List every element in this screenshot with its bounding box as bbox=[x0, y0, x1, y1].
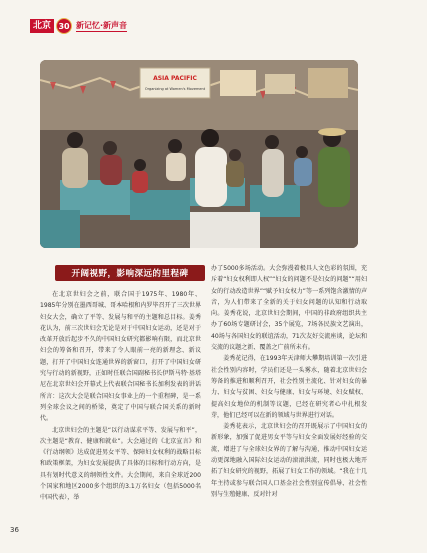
masthead bbox=[30, 18, 127, 34]
paragraph: 办了5000多场活动。大会弥漫着极具人文色彩的氛围，充斥着“妇女权利即人权”“妇女的问题不是妇女的问题”“用妇女的行动改造世界”“赋予妇女权力”等一系列饱含激情的声音，为人们带来了全新的关于妇女问题的认知和行动取向。姜秀花说，北京世妇会期间，中国的非政府组织共主办了60场专题研讨会，35个展览，7场各民族文艺演出，40场与各国妇女的联谊活动，71次友好交流座谈，论坛和交流的议题之新、覆盖之广前所未有。 bbox=[211, 265, 367, 352]
photo-sign-subtext: Organizing at Women's Movement bbox=[144, 87, 206, 91]
paragraph: 姜秀花记得，在1993年天津师大攀期培训第一次引进社会性别内容时，学员们还是一头雾水，随着北京世妇会筹备的推进和顺利召开，社会性别主流化、针对妇女的暴力、妇女与贫困、妇女与健康、妇女与环境、妇女赋权、提高妇女地位的机制等议题，已经在研究者心中扎根发芽，他们已经可以在新的领域与世界进行对话。 bbox=[211, 355, 367, 419]
text-column-right bbox=[211, 263, 367, 500]
masthead-subtitle: 新记忆·新声音 bbox=[76, 21, 128, 30]
page-number: 36 bbox=[10, 526, 19, 534]
section-heading bbox=[55, 265, 205, 281]
photo-sign-text: ASIA PACIFIC bbox=[153, 75, 197, 82]
section-heading-text: 开阔视野，影响深远的里程碑 bbox=[71, 269, 189, 279]
article-photo bbox=[40, 60, 358, 248]
text-column-left bbox=[40, 289, 201, 504]
photo-illustration bbox=[40, 60, 358, 248]
anniversary-badge: 30 bbox=[56, 18, 72, 34]
paragraph: 在北京世妇会之前，联合国于1975年、1980年、1985年分别在墨西哥城、哥本哈根和内罗毕召开了三次世界妇女大会，确立了平等、发展与和平的主题和总目标。姜秀花认为，前三次世妇会无论是对于中国妇女运动，还是对于改革开放后起步不久的中国妇女研究都影响有限，而北京世妇会的筹备和召开，带来了令人眼前一亮的新理念、新议题，打开了中国妇女连通世界的新窗口，打开了中国妇女研究与行动的新视野，正如时任联合国副秘书长伊斯马特·基塔尼在北京世妇会开幕式上代表联合国秘书长加利发表的讲话所言：这次大会是联合国妇女事业上的一个重程碑，是一系列全球会议之间的桥梁，奠定了中国与联合国关系的新时代。 bbox=[40, 291, 201, 423]
masthead-brand: 北京 bbox=[30, 19, 54, 33]
paragraph: 北京世妇会的主题是“以行动谋求平等、发展与和平”，次主题是“教育、健康和就业”。大会通过的《北京宣言》和《行动纲领》达成促进男女平等、保障妇女权利的战略目标和政策框架，为妇女发展提供了具体的目标和行动方向，是具有划时代意义的纲领性文件。大会期间，来自全球近200个国家和地区2000多个组织的3.1万名妇女（包括5000名中国代表），举 bbox=[40, 426, 201, 502]
paragraph: 姜秀花表示，北京世妇会的召开既展示了中国妇女的新形象，加强了促进男女平等与妇女全面发展好经验的交流，增进了与全球妇女界的了解与沟通，推动中国妇女运动更深地融入国际妇女运动的滚滚洪流，同时也极大地开拓了妇女研究的视野，拓展了妇女工作的领域。“我在十几年主持或参与联合国人口基金社会性别宣传倡导、社会性别与生殖健康、反对针对 bbox=[211, 423, 367, 498]
